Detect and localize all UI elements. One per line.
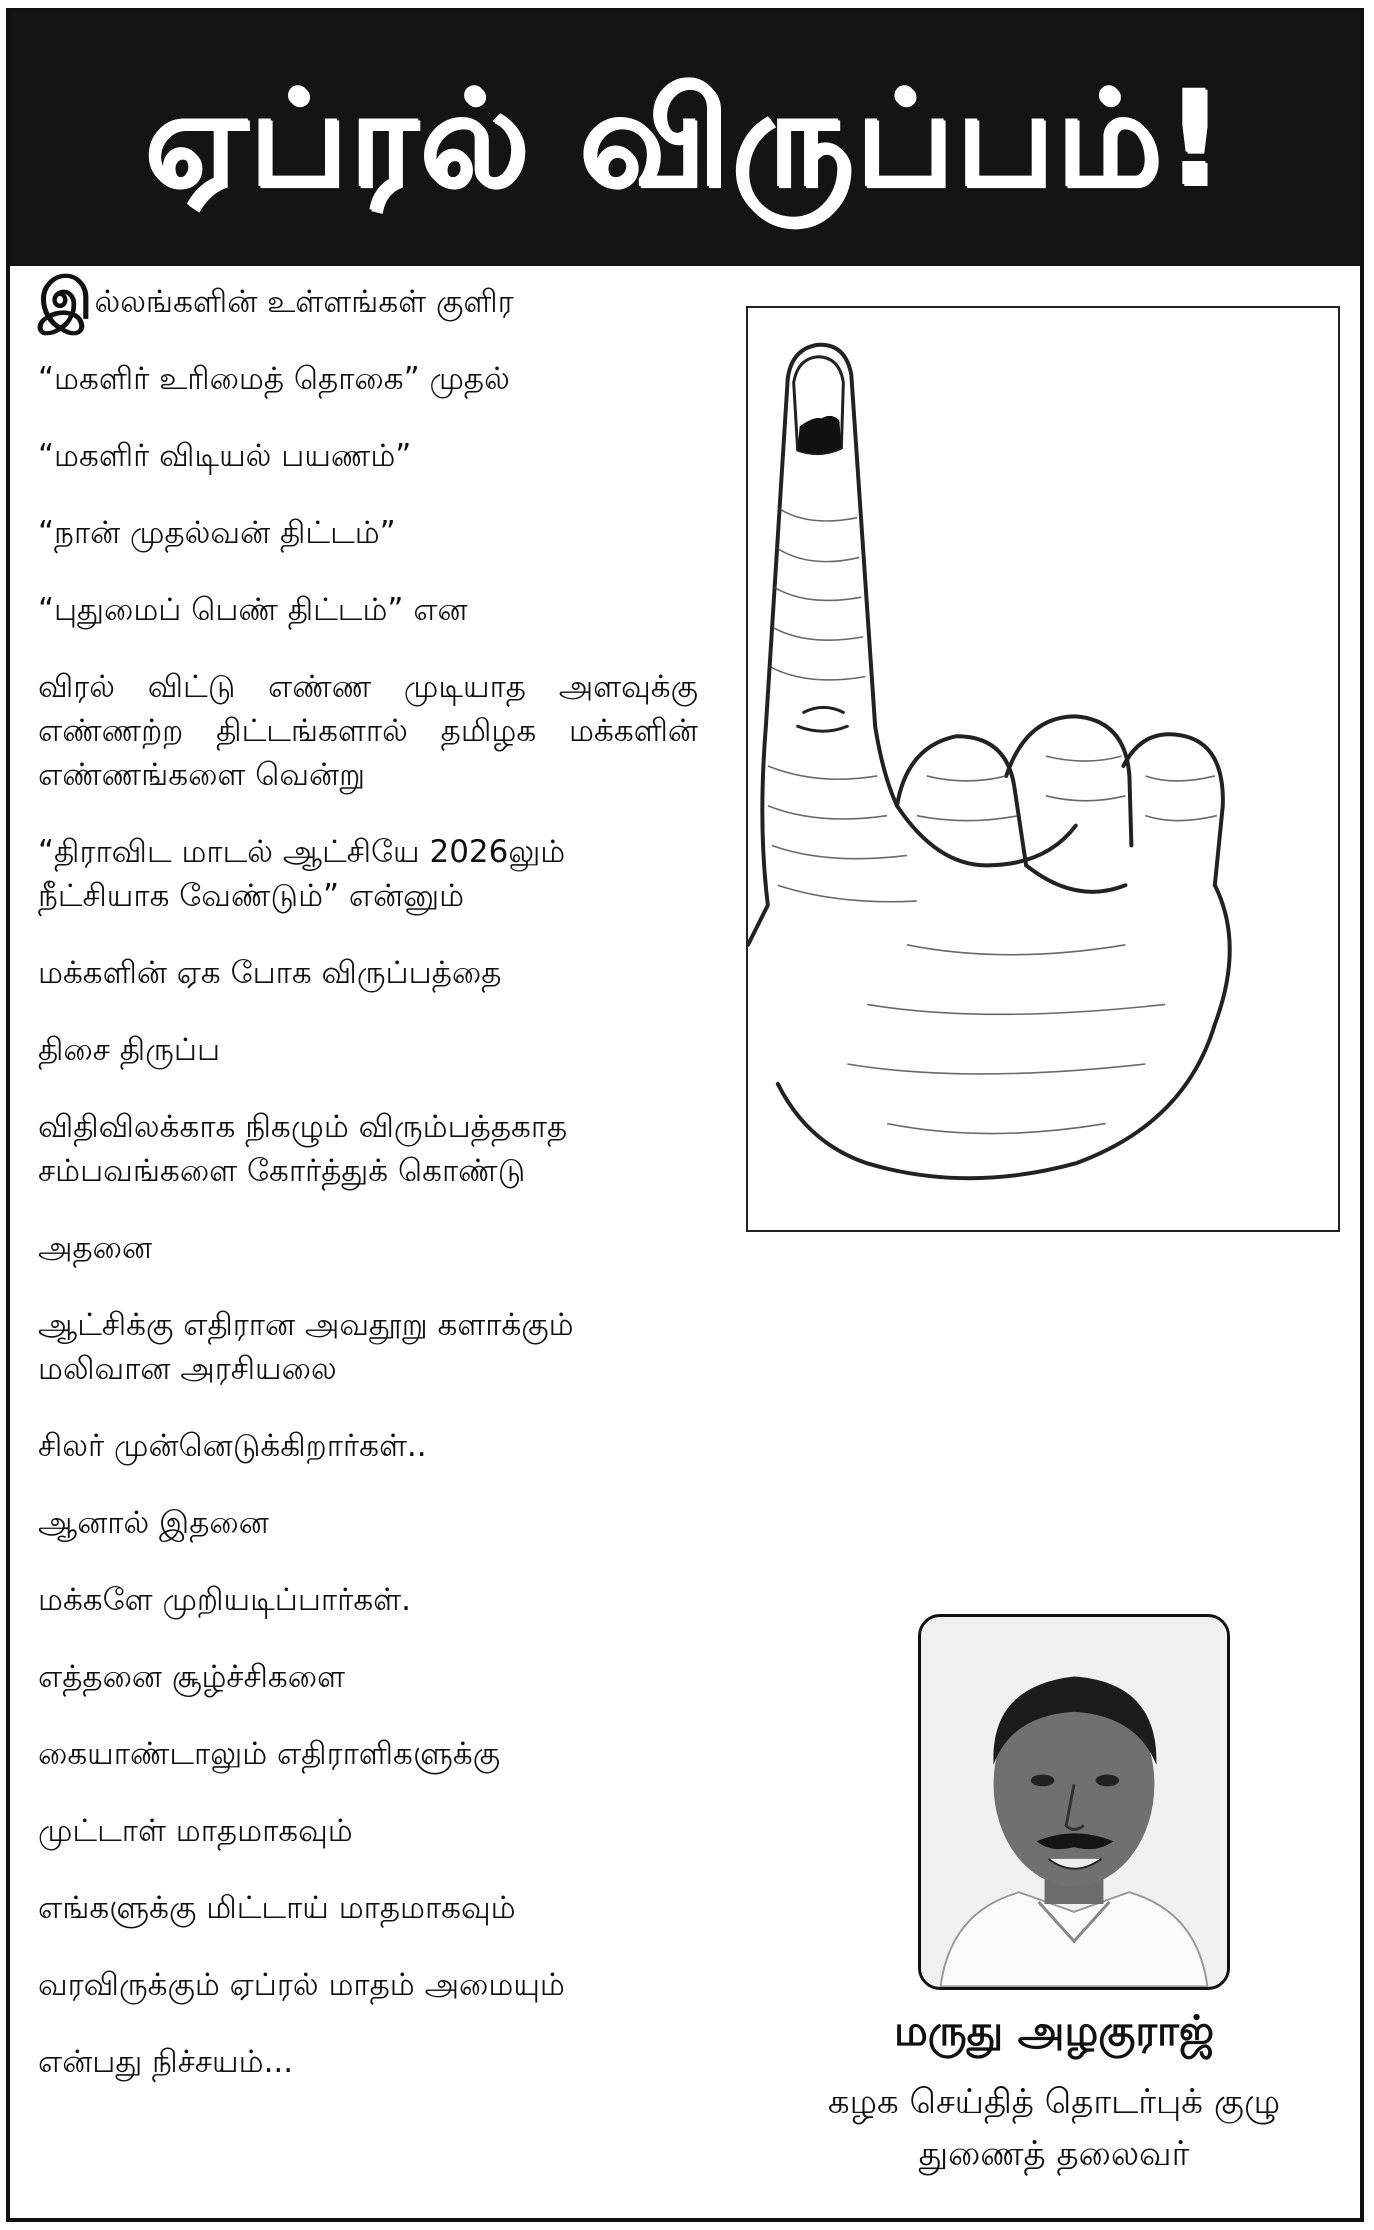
poem-text bbox=[38, 267, 698, 2117]
text-line: அதனை bbox=[38, 1230, 153, 1266]
text-line: ஆனால் இதனை bbox=[38, 1505, 269, 1541]
text-line: “மகளிர் உரிமைத் தொகை” முதல் bbox=[38, 361, 510, 397]
text-paragraph: விதிவிலக்காக நிகழும் விரும்பத்தகாத சம்பவங்களை கோர்த்துக் கொண்டு bbox=[38, 1109, 568, 1189]
text-line: “புதுமைப் பெண் திட்டம்” என bbox=[38, 592, 468, 628]
portrait-photo bbox=[918, 1614, 1230, 1990]
text-line: என்பது நிச்சயம்... bbox=[38, 2044, 294, 2080]
text-line: மக்களின் ஏக போக விருப்பத்தை bbox=[38, 955, 502, 991]
person-portrait-photo bbox=[921, 1617, 1227, 1987]
person-role-line2: துணைத் தலைவர் bbox=[918, 2134, 1190, 2174]
drop-cap: இ bbox=[38, 267, 93, 332]
banner-title: ஏப்ரல் விருப்பம்! bbox=[143, 62, 1227, 216]
first-line bbox=[38, 267, 698, 332]
ink-mark bbox=[798, 416, 842, 454]
first-line-rest: ல்லங்களின் உள்ளங்கள் குளிர bbox=[94, 284, 514, 320]
title-banner bbox=[10, 12, 1360, 266]
text-line: திசை திருப்ப bbox=[38, 1032, 221, 1068]
person-name: மருது அழகுராஜ் bbox=[894, 2006, 1214, 2055]
advertisement-frame bbox=[6, 8, 1364, 2222]
text-line: முட்டாள் மாதமாகவும் bbox=[38, 1813, 353, 1849]
person-role-line1: கழக செய்தித் தொடர்புக் குழு bbox=[827, 2082, 1281, 2122]
text-line: வரவிருக்கும் ஏப்ரல் மாதம் அமையும் bbox=[38, 1967, 565, 2003]
finger-illustration bbox=[746, 306, 1340, 1232]
text-line: எங்களுக்கு மிட்டாய் மாதமாகவும் bbox=[38, 1890, 516, 1926]
person-caption bbox=[770, 2002, 1338, 2180]
text-paragraph: “திராவிட மாடல் ஆட்சியே 2026லும் நீட்சியாக வேண்டும்” என்னும் bbox=[38, 834, 566, 914]
text-paragraph: ஆட்சிக்கு எதிரான அவதூறு களாக்கும் மலிவான அரசியலை bbox=[38, 1307, 574, 1387]
text-line: மக்களே முறியடிப்பார்கள். bbox=[38, 1582, 411, 1618]
text-paragraph: விரல் விட்டு எண்ண முடியாத அளவுக்கு எண்ணற்ற திட்டங்களால் தமிழக மக்களின் எண்ணங்களை வென்று bbox=[38, 669, 698, 793]
text-line: எத்தனை சூழ்ச்சிகளை bbox=[38, 1659, 346, 1695]
text-line: “நான் முதல்வன் திட்டம்” bbox=[38, 515, 396, 551]
inked-index-finger-icon bbox=[748, 308, 1338, 1230]
text-line: சிலர் முன்னெடுக்கிறார்கள்.. bbox=[38, 1428, 427, 1464]
text-line: கையாண்டாலும் எதிராளிகளுக்கு bbox=[38, 1736, 501, 1772]
text-line: “மகளிர் விடியல் பயணம்” bbox=[38, 438, 412, 474]
